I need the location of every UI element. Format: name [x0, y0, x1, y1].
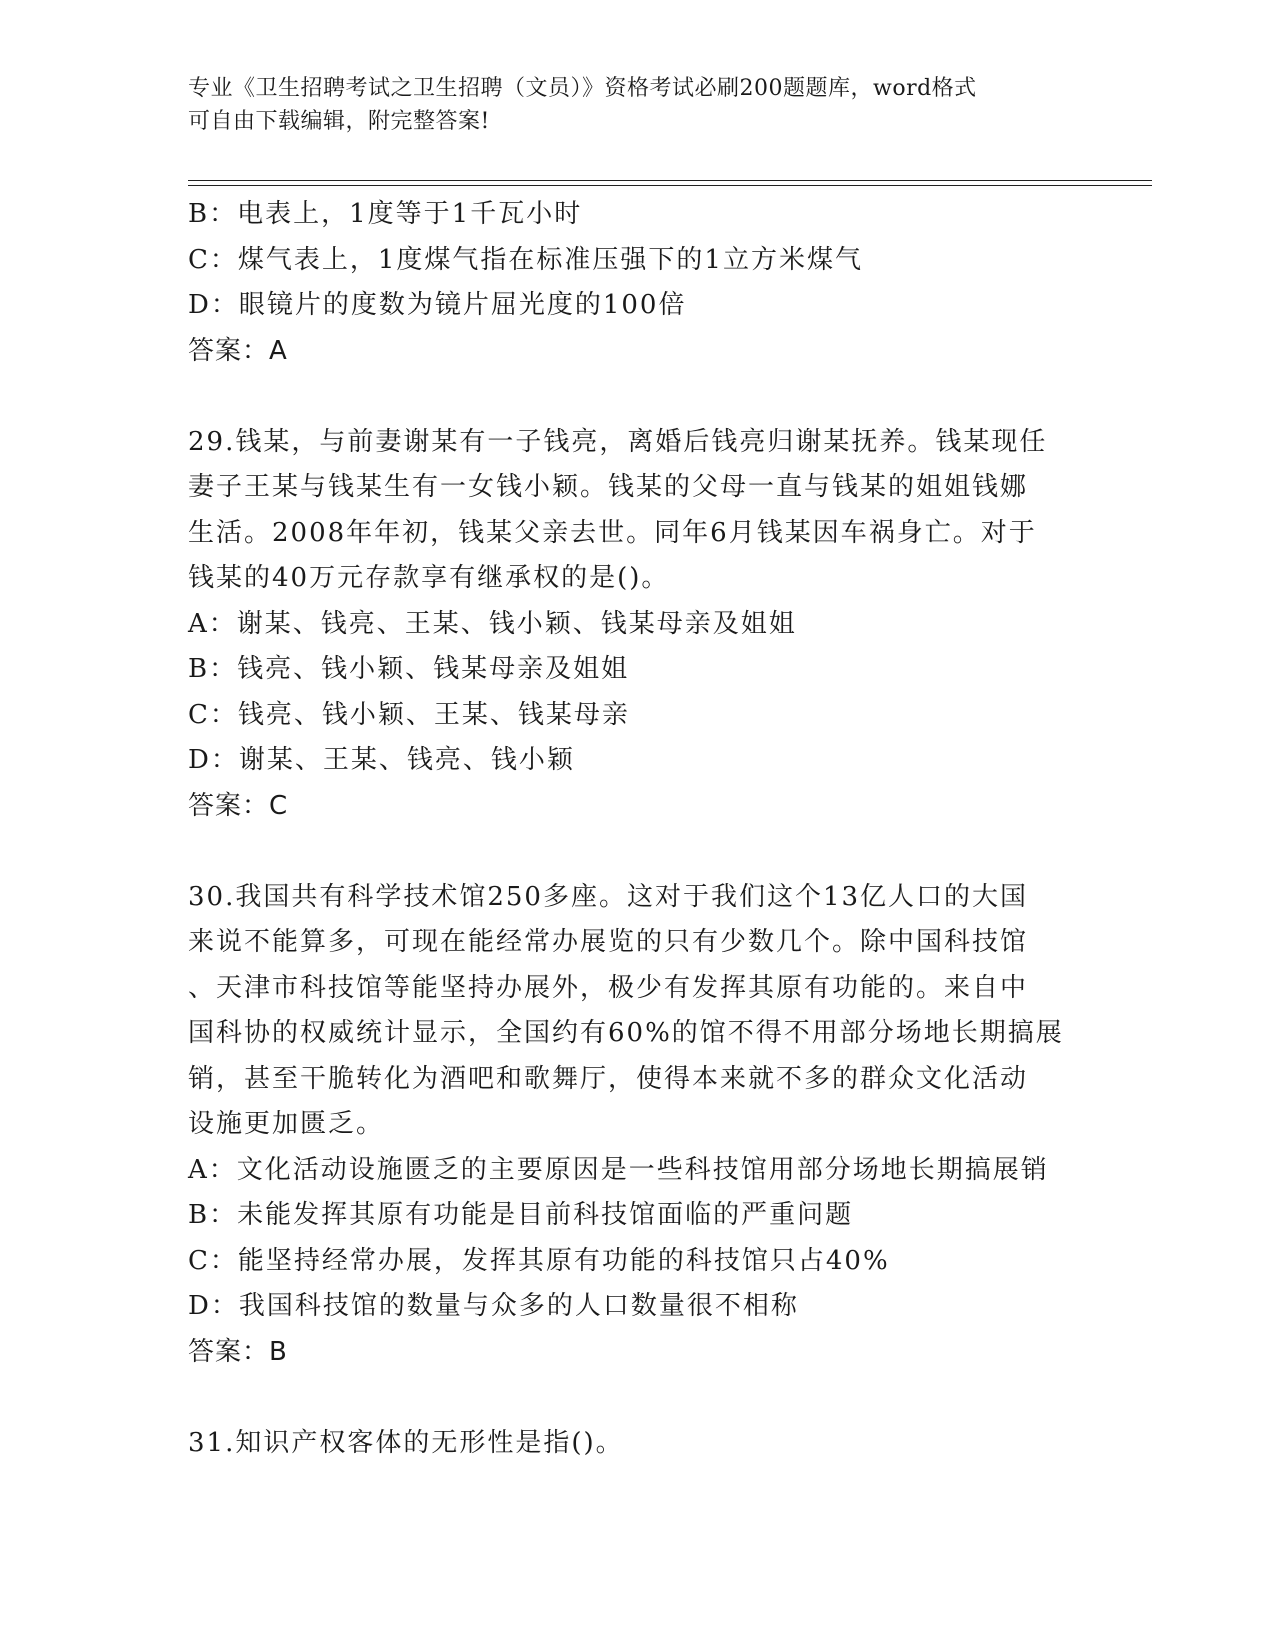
question-stem-line: 30.我国共有科学技术馆250多座。这对于我们这个13亿人口的大国 [188, 881, 1029, 912]
header-divider-top [188, 180, 1152, 181]
question-stem-line: 钱某的40万元存款享有继承权的是()。 [188, 563, 670, 593]
document-header [188, 72, 1088, 138]
option-c: C：煤气表上，1度煤气指在标准压强下的1立方米煤气 [188, 244, 863, 275]
header-divider-bottom [188, 185, 1152, 186]
question-stem-line: 29.钱某，与前妻谢某有一子钱亮，离婚后钱亮归谢某抚养。钱某现任 [188, 426, 1048, 457]
answer: 答案：B [188, 1336, 288, 1367]
question-stem-line: 销，甚至干脆转化为酒吧和歌舞厅，使得本来就不多的群众文化活动 [188, 1063, 1029, 1094]
question-stem-line: 生活。2008年年初，钱某父亲去世。同年6月钱某因车祸身亡。对于 [188, 517, 1037, 548]
spacer [188, 374, 1088, 420]
question-stem-line: 31.知识产权客体的无形性是指()。 [188, 1427, 624, 1458]
answer: 答案：C [188, 790, 289, 821]
option-d: D：眼镜片的度数为镜片屈光度的100倍 [188, 290, 687, 320]
option-a: A：谢某、钱亮、王某、钱小颖、钱某母亲及姐姐 [188, 608, 797, 639]
document-body [188, 192, 1088, 1466]
option-c: C：钱亮、钱小颖、王某、钱某母亲 [188, 699, 630, 730]
question-stem-line: 国科协的权威统计显示，全国约有60%的馆不得不用部分场地长期搞展 [188, 1018, 1064, 1048]
question-stem-line: 妻子王某与钱某生有一女钱小颖。钱某的父母一直与钱某的姐姐钱娜 [188, 472, 1029, 502]
question-stem-line: 来说不能算多，可现在能经常办展览的只有少数几个。除中国科技馆 [188, 927, 1029, 957]
header-title-line-1: 专业《卫生招聘考试之卫生招聘（文员）》资格考试必刷200题题库，word格式 [188, 76, 977, 101]
option-d: D：我国科技馆的数量与众多的人口数量很不相称 [188, 1291, 799, 1321]
question-stem-line: 、天津市科技馆等能坚持办展外，极少有发挥其原有功能的。来自中 [188, 972, 1029, 1003]
spacer [188, 829, 1088, 875]
option-d: D：谢某、王某、钱亮、钱小颖 [188, 745, 575, 775]
previous-question-tail [188, 192, 1088, 374]
option-b: B：钱亮、钱小颖、钱某母亲及姐姐 [188, 654, 630, 684]
answer: 答案：A [188, 335, 288, 366]
option-c: C：能坚持经常办展，发挥其原有功能的科技馆只占40% [188, 1245, 890, 1276]
question-31 [188, 1421, 1088, 1467]
question-29 [188, 420, 1088, 830]
option-a: A：文化活动设施匮乏的主要原因是一些科技馆用部分场地长期搞展销 [188, 1154, 1049, 1185]
spacer [188, 1375, 1088, 1421]
question-30 [188, 875, 1088, 1376]
option-b: B：未能发挥其原有功能是目前科技馆面临的严重问题 [188, 1200, 854, 1230]
header-title-line-2: 可自由下载编辑，附完整答案! [188, 109, 490, 134]
question-stem-line: 设施更加匮乏。 [188, 1109, 385, 1139]
option-b: B：电表上，1度等于1千瓦小时 [188, 199, 583, 229]
